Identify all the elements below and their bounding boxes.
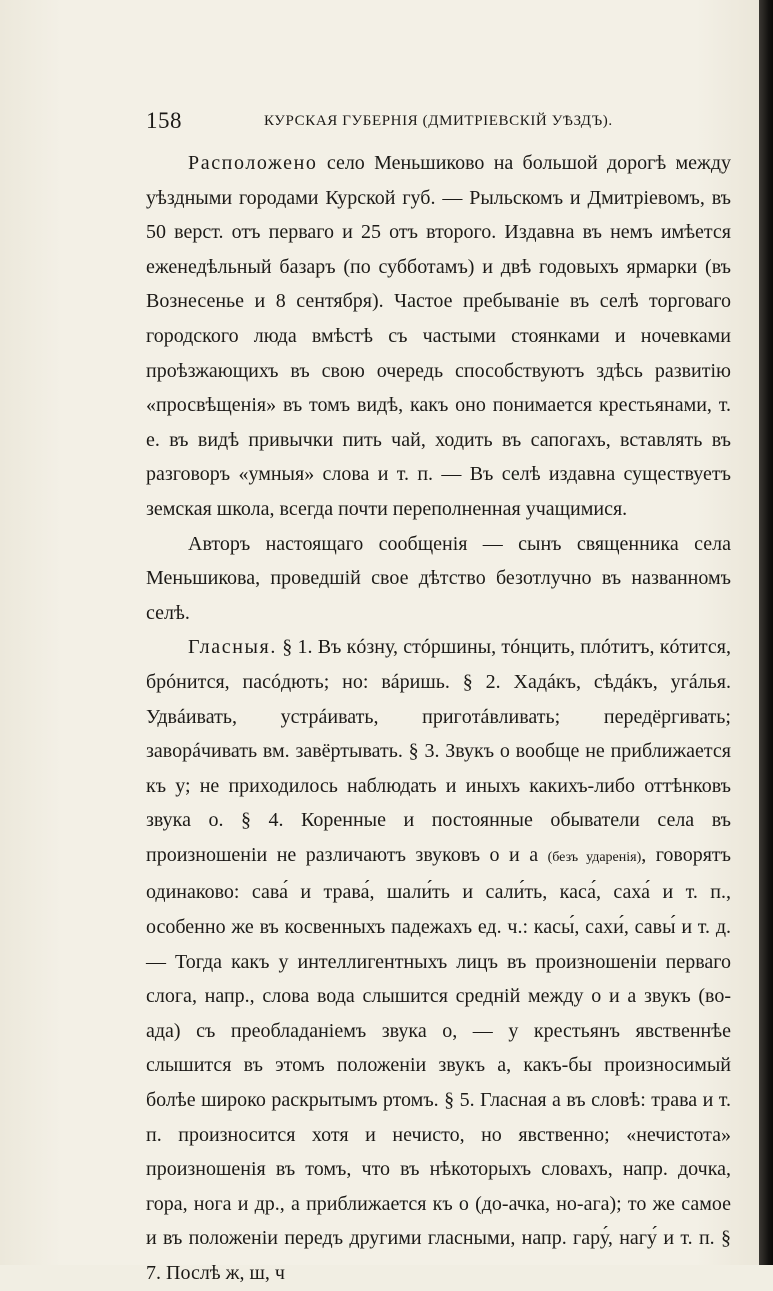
paragraph-lead: Расположено bbox=[188, 152, 318, 174]
page-header bbox=[146, 108, 736, 138]
paragraph-location bbox=[146, 146, 731, 527]
page-number: 158 bbox=[146, 108, 182, 133]
paragraph-text: село Меньшиково на большой дорогѣ между уѣздными городами Курской губ. — Рыльскомъ и Дмитріевомъ, въ 50 верст. отъ перваго и 25 отъ второго. Издавна въ немъ имѣется еженедѣльный базаръ (по субботамъ) и двѣ годовыхъ ярмарки (въ Вознесенье и 8 сентября). Частое пребываніе въ селѣ торговаго городского люда вмѣстѣ съ частыми стоянками и ночевками проѣзжающихъ въ свою очередь способствуютъ здѣсь развитію «просвѣщенія» въ томъ видѣ, какъ оно понимается крестьянами, т. е. въ видѣ привычки пить чай, ходить въ сапогахъ, вставлять въ разговоръ «умныя» слова и т. п. — Въ селѣ издавна существуетъ земская школа, всегда почти переполненная учащимися. bbox=[146, 152, 731, 520]
paragraph-text: § 1. Въ кóзну, стóршины, тóнцить, плóтитъ, кóтится, брóнится, пасóдють; но: вáришь. § 2. Хадáкъ, сѣдáкъ, угáлья. Удвáивать, устрáивать, пригoтáвливать; передёргивать; заворáчивать вм. завёртывать. § 3. Звукъ о вообще не приближается къ у; не приходилось наблюдать и иныхъ какихъ-либо оттѣнковъ звука о. § 4. Коренные и постоянные обыватели села въ произношеніи не различаютъ звуковъ о и а bbox=[146, 636, 731, 866]
paragraph-vowels bbox=[146, 630, 731, 1290]
inline-note: (безъ ударенія) bbox=[547, 849, 642, 865]
body-text bbox=[146, 146, 731, 1291]
paragraph-lead: Авторъ bbox=[188, 532, 251, 555]
page-binding-edge bbox=[759, 0, 773, 1265]
section-heading-vowels: Гласныя. bbox=[188, 636, 277, 659]
paragraph-text: настоящаго сообщенія — сынъ священника села Меньшикова, проведшій свое дѣтство безотлучно въ названномъ селѣ. bbox=[146, 532, 731, 624]
paragraph-text-continued: , говорятъ одинаково: сава́ и трава́, шали́ть и сали́ть, каса́, саха́ и т. п., особенно же въ косвенныхъ падежахъ ед. ч.: касы́, сахи́, савы́ и т. д. — Тогда какъ у интеллигентныхъ лицъ въ произношеніи перваго слога, напр., слова вода слышится средній между о и а звукъ (во-ада) съ преобладаніемъ звука о, — у крестьянъ явственнѣе слышится въ этомъ положеніи звукъ а, какъ-бы произносимый болѣе широко раскрытымъ ртомъ. § 5. Гласная а въ словѣ: трава и т. п. произносится хотя и нечисто, но явственно; «нечистота» произношенія въ томъ, что въ нѣкоторыхъ словахъ, напр. дочка, гора, нога и др., а приближается къ о (до-ачка, но-ага); то же самое и въ положеніи передъ другими гласными, напр. гару́, нагу́ и т. п. § 7. Послѣ ж, ш, ч bbox=[146, 843, 732, 1284]
paragraph-author bbox=[146, 527, 731, 631]
running-head: КУРСКАЯ ГУБЕРНІЯ (ДМИТРІЕВСКІЙ УѢЗДЪ). bbox=[264, 113, 613, 129]
